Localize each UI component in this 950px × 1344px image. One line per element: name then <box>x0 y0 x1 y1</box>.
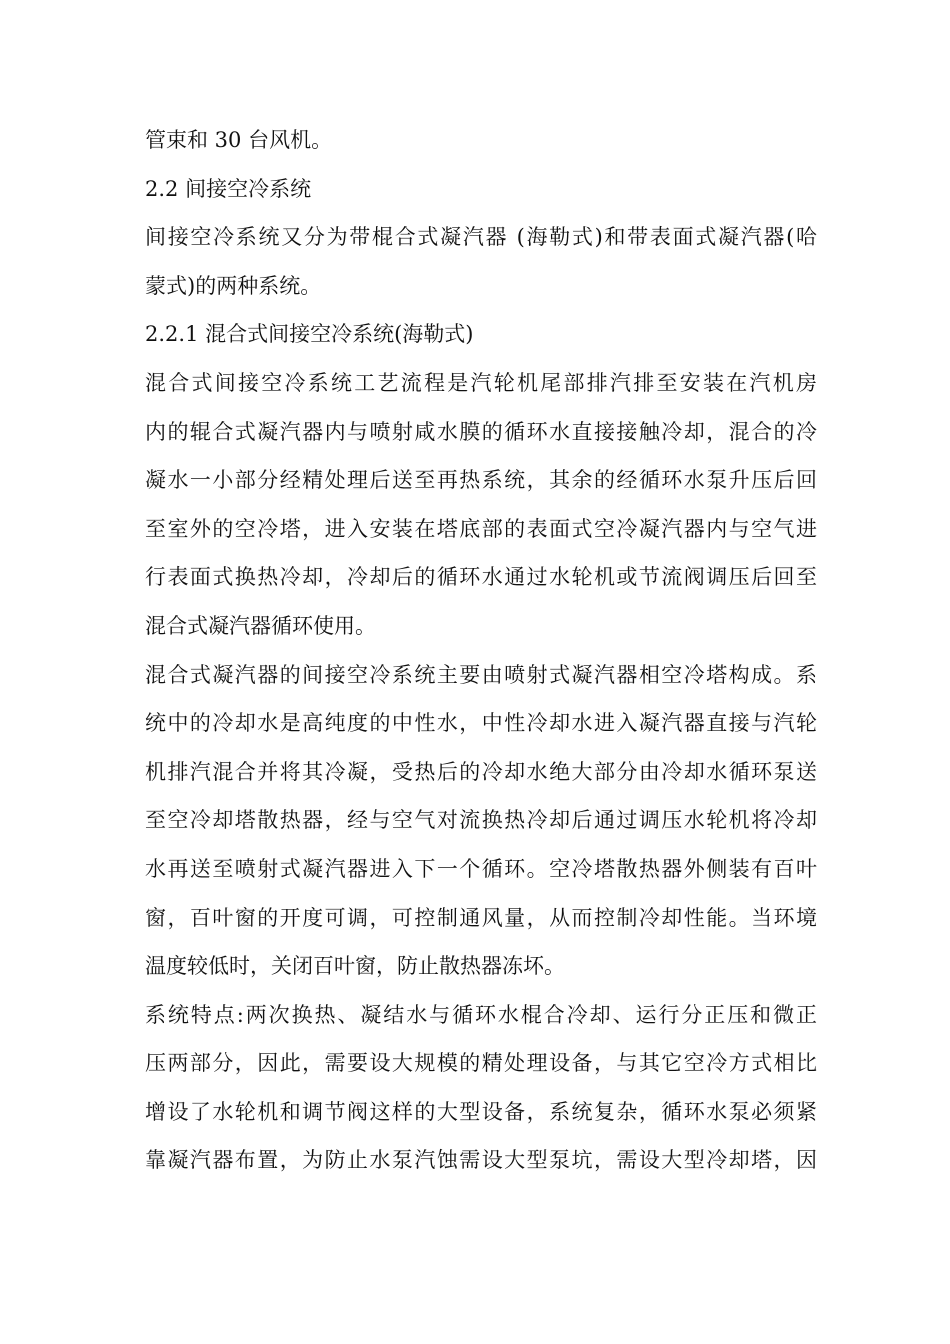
text-line: 统中的冷却水是高纯度的中性水，中性冷却水进入凝汽器直接与汽轮 <box>145 711 817 736</box>
text-line: 2.2.1 混合式间接空冷系统(海勒式) <box>145 322 474 347</box>
text-line: 水再送至喷射式凝汽器进入下一个循环。空冷塔散热器外侧装有百叶 <box>145 856 817 881</box>
text-line: 温度较低时，关闭百叶窗，防止散热器冻坏。 <box>145 954 565 979</box>
text-line: 窗，百叶窗的开度可调，可控制通风量，从而控制冷却性能。当环境 <box>145 905 817 930</box>
text-line: 压两部分，因此，需要设大规模的精处理设备，与其它空冷方式相比 <box>145 1051 817 1076</box>
text-line: 系统特点:两次换热、凝结水与循环水棍合冷却、运行分正压和微正 <box>145 1002 817 1027</box>
text-line: 行表面式换热冷却，冷却后的循环水通过水轮机或节流阀调压后回至 <box>145 565 817 590</box>
text-line: 至室外的空冷塔，进入安装在塔底部的表面式空冷凝汽器内与空气进 <box>145 516 817 541</box>
text-line: 内的辊合式凝汽器内与喷射咸水膜的循环水直接接触冷却，混合的冷 <box>145 419 817 444</box>
text-line: 凝水一小部分经精处理后送至再热系统，其余的经循环水泵升压后回 <box>145 468 817 493</box>
text-line: 间接空冷系统又分为带棍合式凝汽器 (海勒式)和带表面式凝汽器(哈 <box>145 225 817 250</box>
text-line: 2.2 间接空冷系统 <box>145 176 312 201</box>
text-line: 混合式凝汽器的间接空冷系统主要由喷射式凝汽器相空冷塔构成。系 <box>145 662 817 687</box>
text-line: 混合式凝汽器循环使用。 <box>145 613 376 638</box>
text-line: 至空冷却塔散热器，经与空气对流换热冷却后通过调压水轮机将冷却 <box>145 808 817 833</box>
text-line: 机排汽混合并将其冷凝，受热后的冷却水绝大部分由冷却水循环泵送 <box>145 759 817 784</box>
text-line: 增设了水轮机和调节阀这样的大型设备，系统复杂，循环水泵必须紧 <box>145 1099 817 1124</box>
text-line: 混合式间接空冷系统工艺流程是汽轮机尾部排汽排至安装在汽机房 <box>145 370 817 395</box>
text-line: 靠凝汽器布置，为防止水泵汽蚀需设大型泵坑，需设大型冷却塔，因 <box>145 1148 817 1173</box>
text-line: 管束和 30 台风机。 <box>145 128 333 152</box>
text-line: 蒙式)的两种系统。 <box>145 273 322 298</box>
document-body <box>145 116 817 1185</box>
